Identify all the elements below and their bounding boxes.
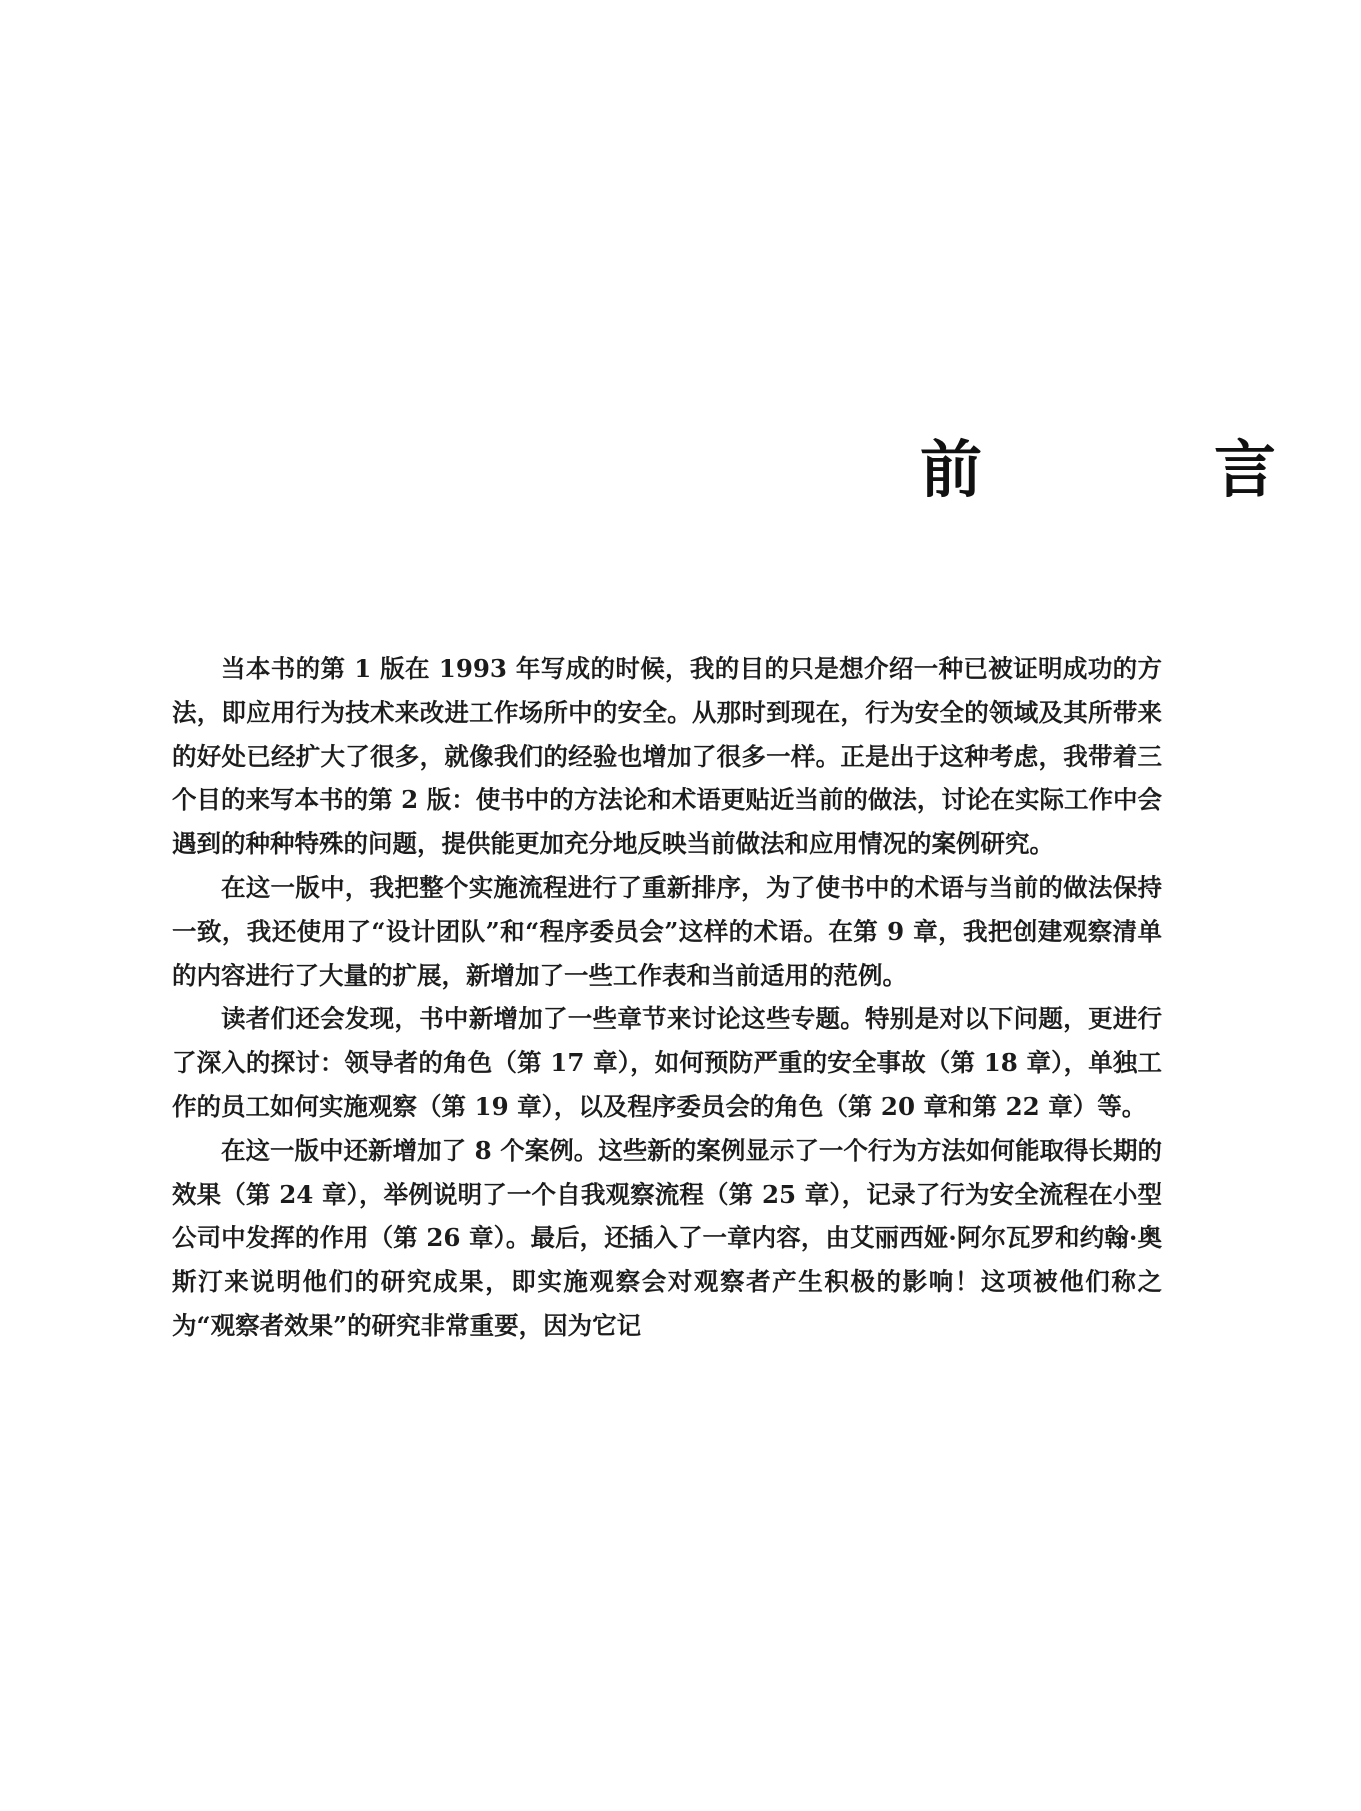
paragraph-3: 读者们还会发现，书中新增加了一些章节来讨论这些专题。特别是对以下问题，更进行了深入的探讨：领导者的角色（第 17 章），如何预防严重的安全事故（第 18 章），单独工作的员工如何实施观察（第 19 章），以及程序委员会的角色（第 20 章和第 22 章）等。 xyxy=(172,1004,1162,1121)
paragraph-1: 当本书的第 1 版在 1993 年写成的时候，我的目的只是想介绍一种已被证明成功的方法，即应用行为技术来改进工作场所中的安全。从那时到现在，行为安全的领域及其所带来的好处已经扩大了很多，就像我们的经验也增加了很多一样。正是出于这种考虑，我带着三个目的来写本书的第 2 版：使书中的方法论和术语更贴近当前的做法，讨论在实际工作中会遇到的种种特殊的问题，提供能更加充分地反映当前做法和应用情况的案例研究。 xyxy=(172,654,1162,859)
paragraph-2: 在这一版中，我把整个实施流程进行了重新排序，为了使书中的术语与当前的做法保持一致，我还使用了“设计团队”和“程序委员会”这样的术语。在第 9 章，我把创建观察清单的内容进行了大量的扩展，新增加了一些工作表和当前适用的范例。 xyxy=(172,872,1162,990)
page-title: 前 言 xyxy=(920,433,1361,506)
preface-body xyxy=(172,647,1162,1348)
paragraph-4: 在这一版中还新增加了 8 个案例。这些新的案例显示了一个行为方法如何能取得长期的效果（第 24 章），举例说明了一个自我观察流程（第 25 章），记录了行为安全流程在小型公司中发挥的作用（第 26 章）。最后，还插入了一章内容，由艾丽西娅·阿尔瓦罗和约翰·奥斯汀来说明他们的研究成果，即实施观察会对观察者产生积极的影响！这项被他们称之为“观察者效果”的研究非常重要，因为它记 xyxy=(172,1135,1162,1340)
